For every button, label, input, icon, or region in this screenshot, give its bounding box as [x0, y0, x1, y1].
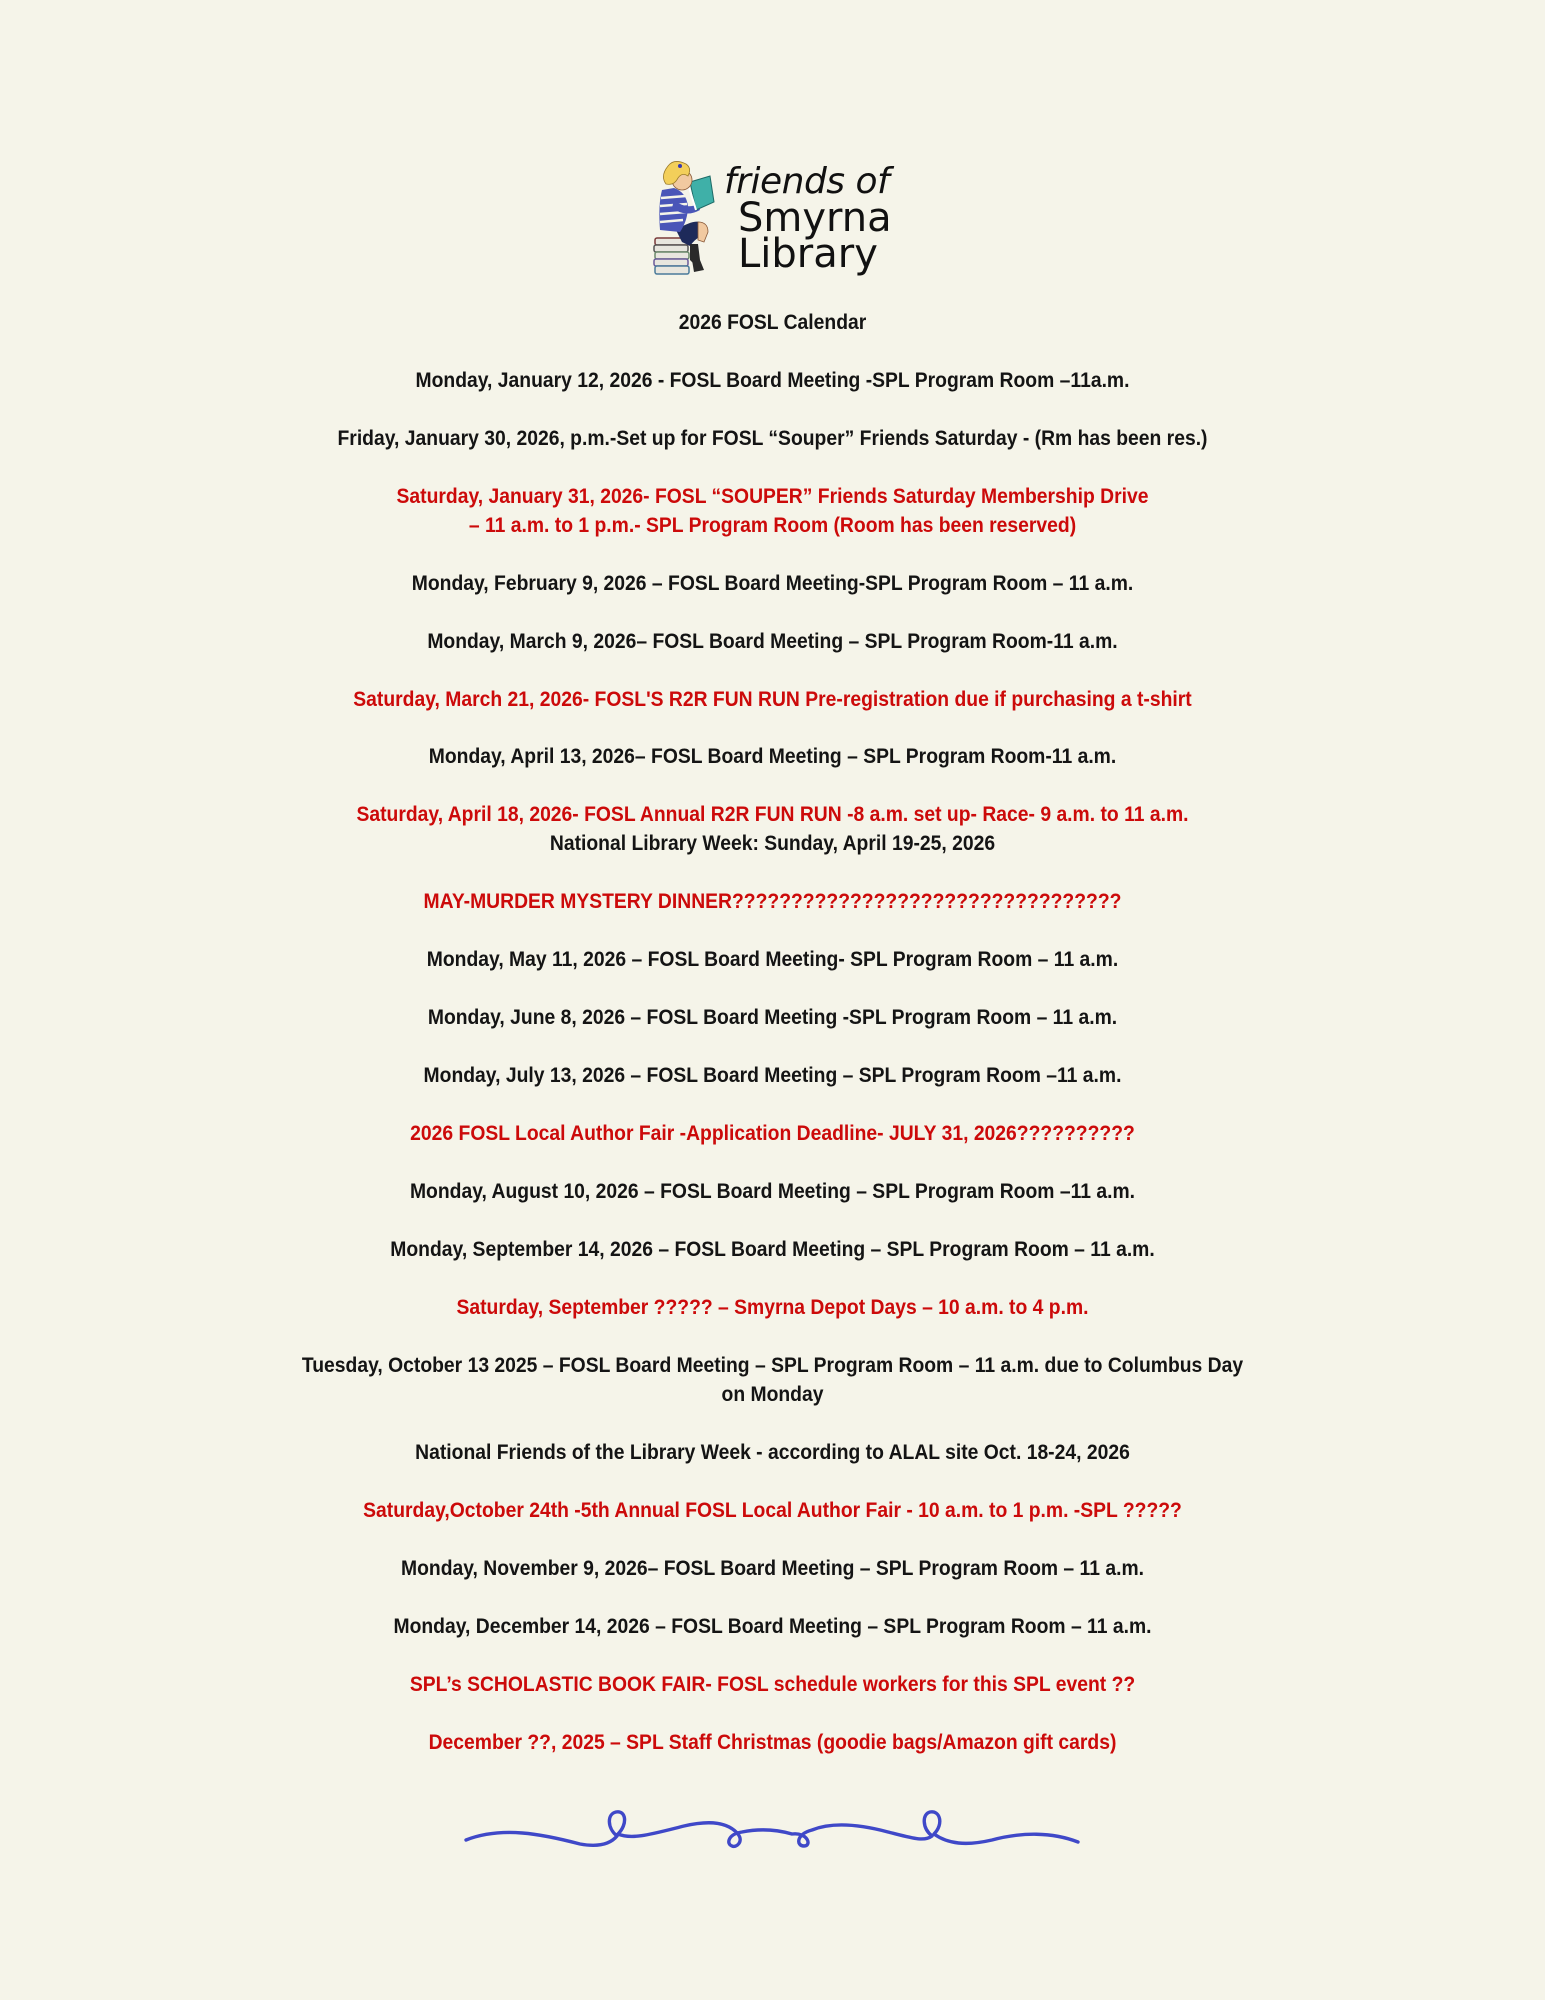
event-line: Monday, January 12, 2026 - FOSL Board Meeting -SPL Program Room –11a.m.: [415, 369, 1130, 392]
event-line: Tuesday, October 13 2025 – FOSL Board Meeting – SPL Program Room – 11 a.m. due to Columbus Day: [301, 1354, 1244, 1377]
event-line: on Monday: [721, 1383, 824, 1406]
event-line: National Library Week: Sunday, April 19-25, 2026: [549, 832, 996, 855]
event-line: Saturday, September ????? – Smyrna Depot Days – 10 a.m. to 4 p.m.: [456, 1296, 1089, 1319]
logo-line-smyrna: Smyrna: [738, 195, 892, 241]
event-line: Saturday,October 24th -5th Annual FOSL Local Author Fair - 10 a.m. to 1 p.m. -SPL ?????: [363, 1499, 1182, 1522]
event-line: Saturday, April 18, 2026- FOSL Annual R2R FUN RUN -8 a.m. set up- Race- 9 a.m. to 11 a.m.: [356, 803, 1189, 826]
event-line: SPL’s SCHOLASTIC BOOK FAIR- FOSL schedule workers for this SPL event ??: [409, 1673, 1136, 1696]
event-line: National Friends of the Library Week - according to ALAL site Oct. 18-24, 2026: [415, 1441, 1130, 1464]
page-title: 2026 FOSL Calendar: [678, 311, 867, 334]
event-line: MAY-MURDER MYSTERY DINNER?????????????????????????????????: [423, 890, 1122, 913]
event-line: Monday, March 9, 2026– FOSL Board Meeting – SPL Program Room-11 a.m.: [427, 630, 1118, 653]
event-line: Monday, May 11, 2026 – FOSL Board Meeting- SPL Program Room – 11 a.m.: [426, 948, 1119, 971]
logo-line-friends-of: friends of: [724, 161, 890, 202]
event-line: Monday, August 10, 2026 – FOSL Board Meeting – SPL Program Room –11 a.m.: [409, 1180, 1136, 1203]
decorative-flourish-divider-icon: [462, 1806, 1082, 1852]
event-line: Monday, November 9, 2026– FOSL Board Meeting – SPL Program Room – 11 a.m.: [401, 1557, 1144, 1580]
event-line: Friday, January 30, 2026, p.m.-Set up for FOSL “Souper” Friends Saturday - (Rm has been res.): [337, 427, 1208, 450]
fosl-logo: [652, 160, 900, 280]
event-line: – 11 a.m. to 1 p.m.- SPL Program Room (Room has been reserved): [468, 514, 1077, 537]
event-line: December ??, 2025 – SPL Staff Christmas (goodie bags/Amazon gift cards): [428, 1731, 1117, 1754]
event-line: Monday, April 13, 2026– FOSL Board Meeting – SPL Program Room-11 a.m.: [428, 745, 1117, 768]
event-line: Monday, July 13, 2026 – FOSL Board Meeting – SPL Program Room –11 a.m.: [423, 1064, 1122, 1087]
event-line: 2026 FOSL Local Author Fair -Application Deadline- JULY 31, 2026??????????: [410, 1122, 1135, 1145]
event-line: Monday, December 14, 2026 – FOSL Board Meeting – SPL Program Room – 11 a.m.: [393, 1615, 1152, 1638]
logo-line-library: Library: [738, 231, 878, 277]
event-line: Monday, September 14, 2026 – FOSL Board Meeting – SPL Program Room – 11 a.m.: [390, 1238, 1155, 1261]
girl-reading-on-books-icon: [652, 160, 728, 278]
event-line: Monday, June 8, 2026 – FOSL Board Meeting -SPL Program Room – 11 a.m.: [427, 1006, 1118, 1029]
event-line: Saturday, January 31, 2026- FOSL “SOUPER” Friends Saturday Membership Drive: [396, 485, 1149, 508]
event-line: Monday, February 9, 2026 – FOSL Board Meeting-SPL Program Room – 11 a.m.: [411, 572, 1134, 595]
event-line: Saturday, March 21, 2026- FOSL'S R2R FUN RUN Pre-registration due if purchasing a t-shirt: [353, 688, 1192, 711]
